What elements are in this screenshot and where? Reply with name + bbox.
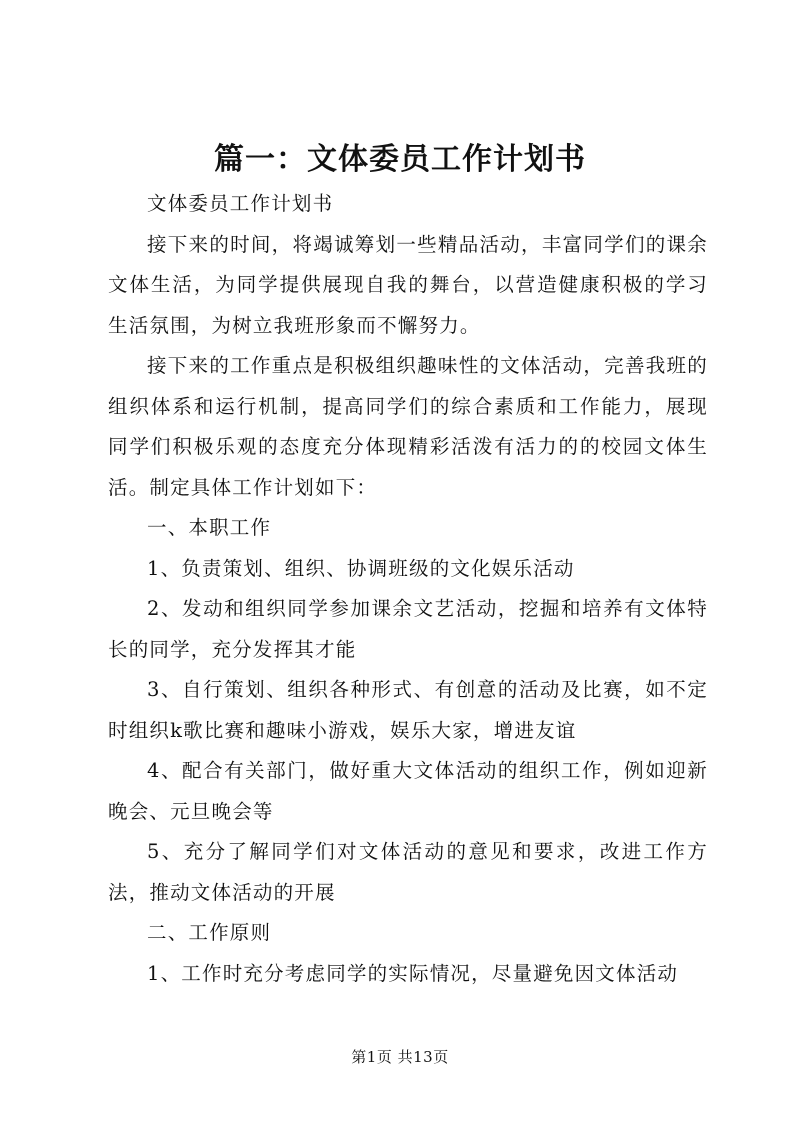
focus-paragraph: 接下来的工作重点是积极组织趣味性的文体活动，完善我班的组织体系和运行机制，提高同学们的综合素质和工作能力，展现同学们积极乐观的态度充分体现精彩活泼有活力的的校园文体生活。制定具体工作计划如下：: [108, 354, 708, 499]
duty-item-1: 1、负责策划、组织、协调班级的文化娱乐活动: [147, 556, 575, 580]
page-footer: 第1页 共13页: [351, 1048, 449, 1066]
duty-item-2: 2、发动和组织同学参加课余文艺活动，挖掘和培养有文体特长的同学，充分发挥其才能: [108, 597, 708, 661]
section-heading-duties: 一、本职工作: [147, 516, 272, 539]
document-body: [108, 184, 708, 994]
duty-item-3: 3、自行策划、组织各种形式、有创意的活动及比赛，如不定时组织k歌比赛和趣味小游戏，娱乐大家，增进友谊: [108, 678, 708, 742]
section-heading-principles: 二、工作原则: [147, 921, 272, 944]
subtitle-paragraph: 文体委员工作计划书: [147, 192, 334, 215]
duty-item-5: 5、充分了解同学们对文体活动的意见和要求，改进工作方法，推动文体活动的开展: [108, 840, 708, 904]
document-title: 篇一：文体委员工作计划书: [214, 142, 586, 177]
duty-item-4: 4、配合有关部门，做好重大文体活动的组织工作，例如迎新晚会、元旦晚会等: [108, 759, 708, 823]
principle-item-1: 1、工作时充分考虑同学的实际情况，尽量避免因文体活动: [147, 961, 679, 985]
intro-paragraph: 接下来的时间，将竭诚筹划一些精品活动，丰富同学们的课余文体生活，为同学提供展现自我的舞台，以营造健康积极的学习生活氛围，为树立我班形象而不懈努力。: [108, 232, 708, 337]
